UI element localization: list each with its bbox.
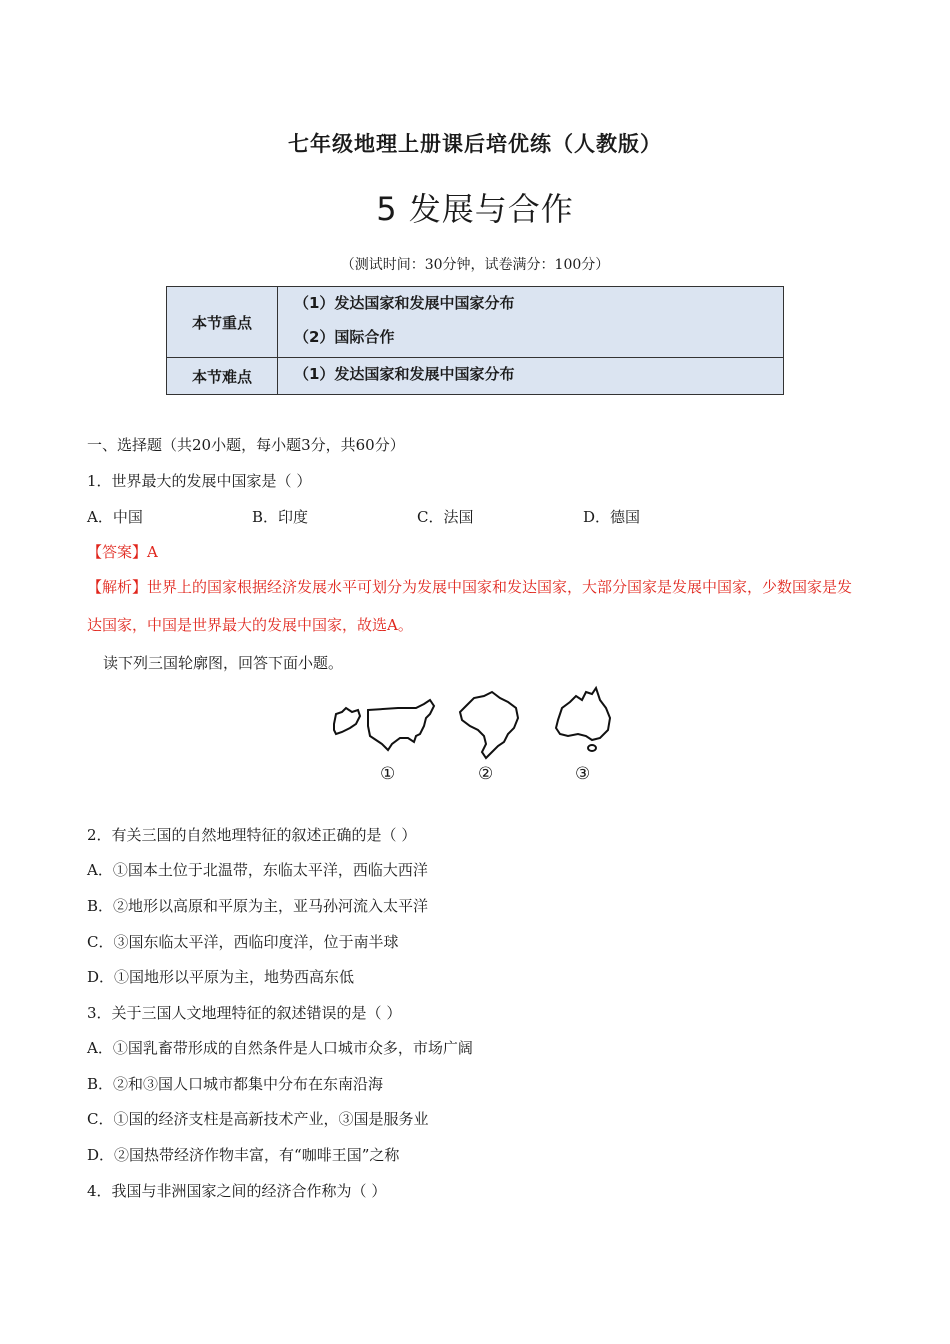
question-2-stem: 2．有关三国的自然地理特征的叙述正确的是（ ）	[87, 826, 417, 844]
question-1-analysis	[87, 568, 867, 644]
analysis-label: 【解析】	[87, 578, 148, 596]
question-3-stem: 3．关于三国人文地理特征的叙述错误的是（ ）	[87, 1004, 402, 1022]
australia-outline-icon	[552, 684, 622, 764]
answer-value: A	[147, 543, 158, 561]
question-2-option-d: D．①国地形以平原为主，地势西高东低	[87, 968, 355, 986]
question-3-option-a: A．①国乳畜带形成的自然条件是人口城市众多，市场广阔	[87, 1039, 473, 1057]
chapter-title: 5 发展与合作	[376, 190, 574, 228]
reading-prompt: 读下列三国轮廓图，回答下面小题。	[103, 654, 344, 672]
section-heading: 一、选择题（共20小题，每小题3分，共60分）	[87, 436, 405, 454]
difficult-points-row	[167, 358, 784, 395]
question-4-stem: 4．我国与非洲国家之间的经济合作称为（ ）	[87, 1182, 387, 1200]
question-3-option-c: C．①国的经济支柱是高新技术产业，③国是服务业	[87, 1110, 429, 1128]
test-info: （测试时间：30分钟，试卷满分：100分）	[340, 257, 610, 273]
difficult-point-item: （1）发达国家和发展中国家分布	[294, 365, 515, 383]
question-3-option-b: B．②和③国人口城市都集中分布在东南沿海	[87, 1075, 384, 1093]
question-2-option-a: A．①国本土位于北温带，东临太平洋，西临大西洋	[87, 861, 428, 879]
question-1-option-d: D．德国	[583, 508, 641, 526]
question-2-option-b: B．②地形以高原和平原为主，亚马孙河流入太平洋	[87, 897, 429, 915]
question-2-option-c: C．③国东临太平洋，西临印度洋，位于南半球	[87, 933, 399, 951]
difficult-points-label: 本节难点	[167, 358, 278, 395]
question-1-answer	[87, 541, 158, 562]
question-1-option-c: C．法国	[417, 508, 474, 526]
key-points-table	[166, 286, 784, 395]
map-number-3: ③	[575, 764, 591, 784]
document-title: 七年级地理上册课后培优练（人教版）	[288, 132, 662, 156]
brazil-outline-icon	[456, 686, 526, 766]
key-point-item: （2）国际合作	[294, 328, 395, 346]
question-1-option-a: A．中国	[87, 508, 143, 526]
key-point-item: （1）发达国家和发展中国家分布	[294, 294, 515, 312]
key-points-content	[278, 287, 784, 358]
map-number-2: ②	[478, 764, 494, 784]
question-3-option-d: D．②国热带经济作物丰富，有“咖啡王国”之称	[87, 1146, 400, 1164]
key-points-label: 本节重点	[167, 287, 278, 358]
answer-label: 【答案】	[87, 543, 148, 561]
usa-outline-icon	[328, 694, 438, 764]
analysis-text: 世界上的国家根据经济发展水平可划分为发展中国家和发达国家，大部分国家是发展中国家，少数国家是发达国家，中国是世界最大的发展中国家，故选A。	[87, 578, 853, 634]
key-points-row	[167, 287, 784, 358]
question-1-stem: 1．世界最大的发展中国家是（ ）	[87, 472, 312, 490]
question-1-option-b: B．印度	[252, 508, 309, 526]
map-number-1: ①	[380, 764, 396, 784]
difficult-points-content	[278, 358, 784, 395]
